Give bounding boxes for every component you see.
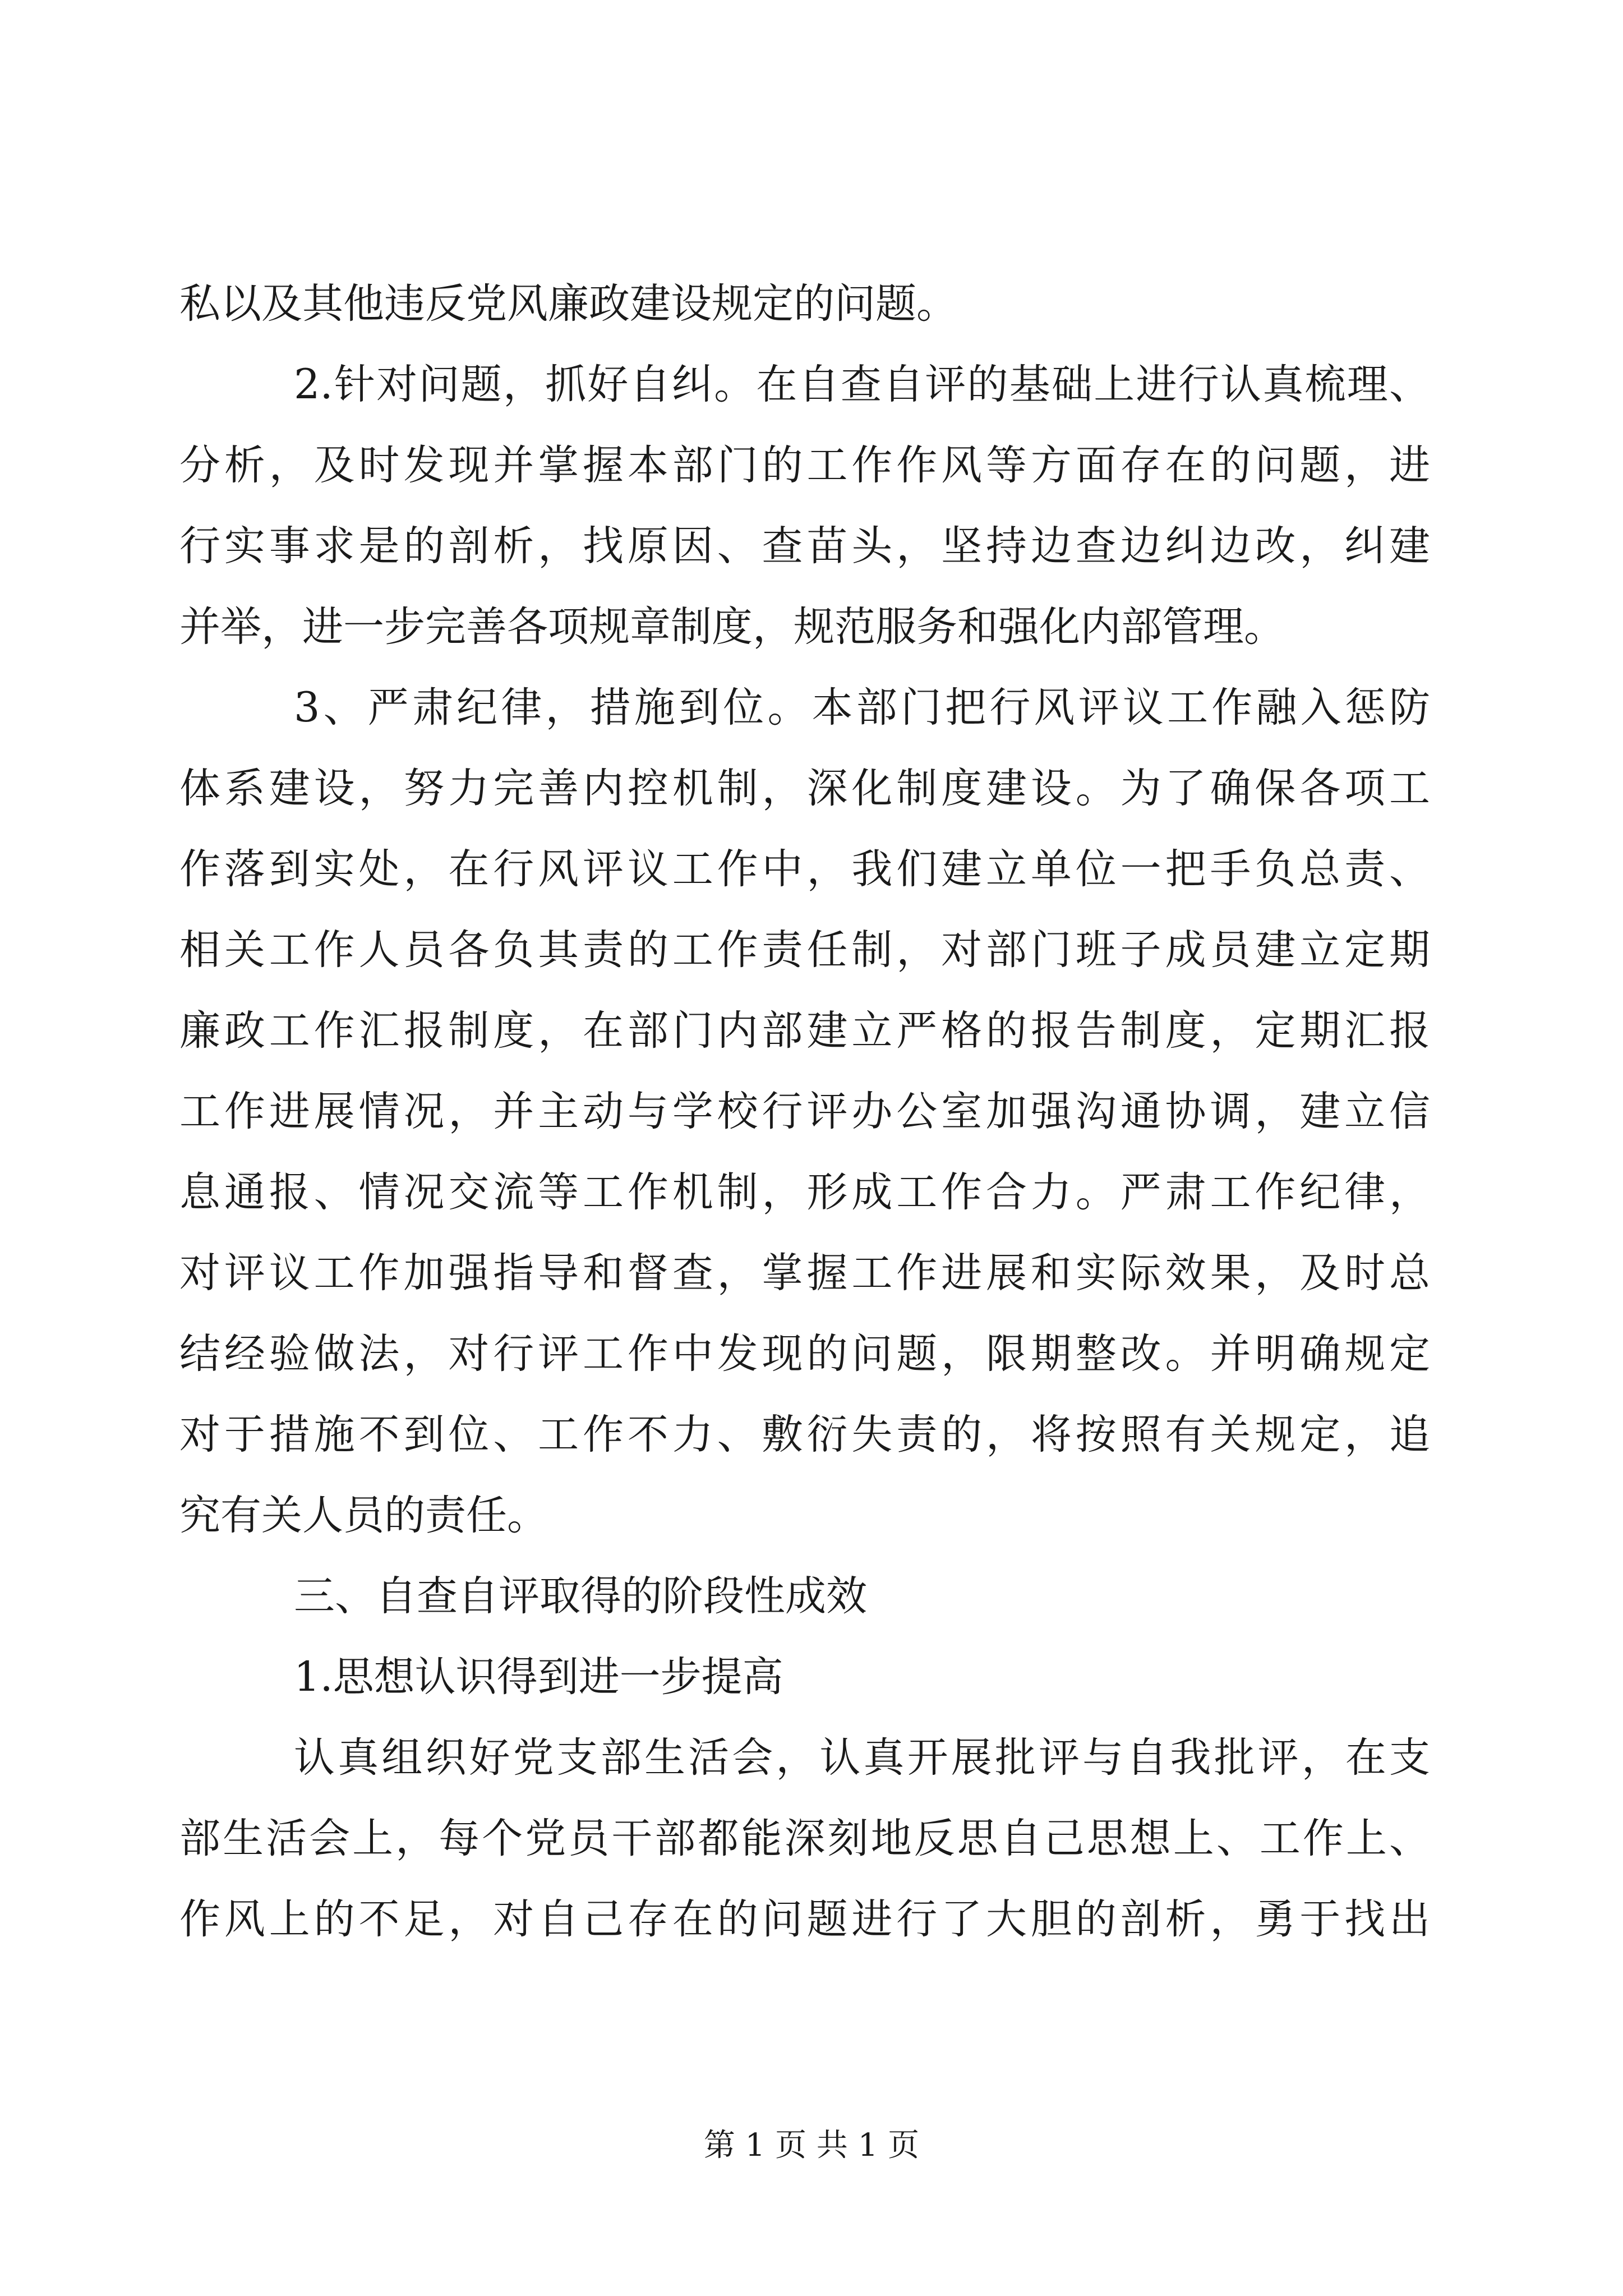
text-line: 私以及其他违反党风廉政建设规定的问题。 bbox=[179, 280, 957, 328]
subsection-heading: 1.思想认识得到进一步提高 bbox=[294, 1653, 783, 1701]
text-line: 分析，及时发现并掌握本部门的工作作风等方面存在的问题，进 bbox=[179, 441, 1430, 489]
text-line: 究有关人员的责任。 bbox=[179, 1492, 548, 1539]
text-line: 行实事求是的剖析，找原因、查苗头，坚持边查边纠边改，纠建 bbox=[179, 522, 1430, 570]
text-line: 认真组织好党支部生活会，认真开展批评与自我批评，在支 bbox=[294, 1734, 1430, 1782]
text-line: 并举，进一步完善各项规章制度，规范服务和强化内部管理。 bbox=[179, 603, 1285, 651]
text-line: 2.针对问题，抓好自纠。在自查自评的基础上进行认真梳理、 bbox=[294, 361, 1430, 408]
page-footer: 第 1 页 共 1 页 bbox=[703, 2127, 920, 2164]
text-line: 工作进展情况，并主动与学校行评办公室加强沟通协调，建立信 bbox=[179, 1088, 1430, 1135]
text-line: 相关工作人员各负其责的工作责任制，对部门班子成员建立定期 bbox=[179, 926, 1430, 974]
text-line: 对于措施不到位、工作不力、敷衍失责的，将按照有关规定，追 bbox=[179, 1411, 1430, 1458]
text-line: 廉政工作汇报制度，在部门内部建立严格的报告制度，定期汇报 bbox=[179, 1007, 1430, 1055]
text-line: 息通报、情况交流等工作机制，形成工作合力。严肃工作纪律， bbox=[179, 1168, 1430, 1216]
section-heading: 三、自查自评取得的阶段性成效 bbox=[294, 1572, 867, 1620]
document-body bbox=[179, 264, 1430, 1960]
text-line: 作风上的不足，对自己存在的问题进行了大胆的剖析，勇于找出 bbox=[179, 1895, 1430, 1943]
text-line: 对评议工作加强指导和督查，掌握工作进展和实际效果，及时总 bbox=[179, 1249, 1430, 1297]
text-line: 体系建设，努力完善内控机制，深化制度建设。为了确保各项工 bbox=[179, 765, 1430, 812]
text-line: 3、严肃纪律，措施到位。本部门把行风评议工作融入惩防 bbox=[294, 684, 1430, 731]
text-line: 作落到实处，在行风评议工作中，我们建立单位一把手负总责、 bbox=[179, 845, 1430, 893]
text-line: 部生活会上，每个党员干部都能深刻地反思自己思想上、工作上、 bbox=[179, 1815, 1430, 1862]
text-line: 结经验做法，对行评工作中发现的问题，限期整改。并明确规定 bbox=[179, 1330, 1430, 1378]
